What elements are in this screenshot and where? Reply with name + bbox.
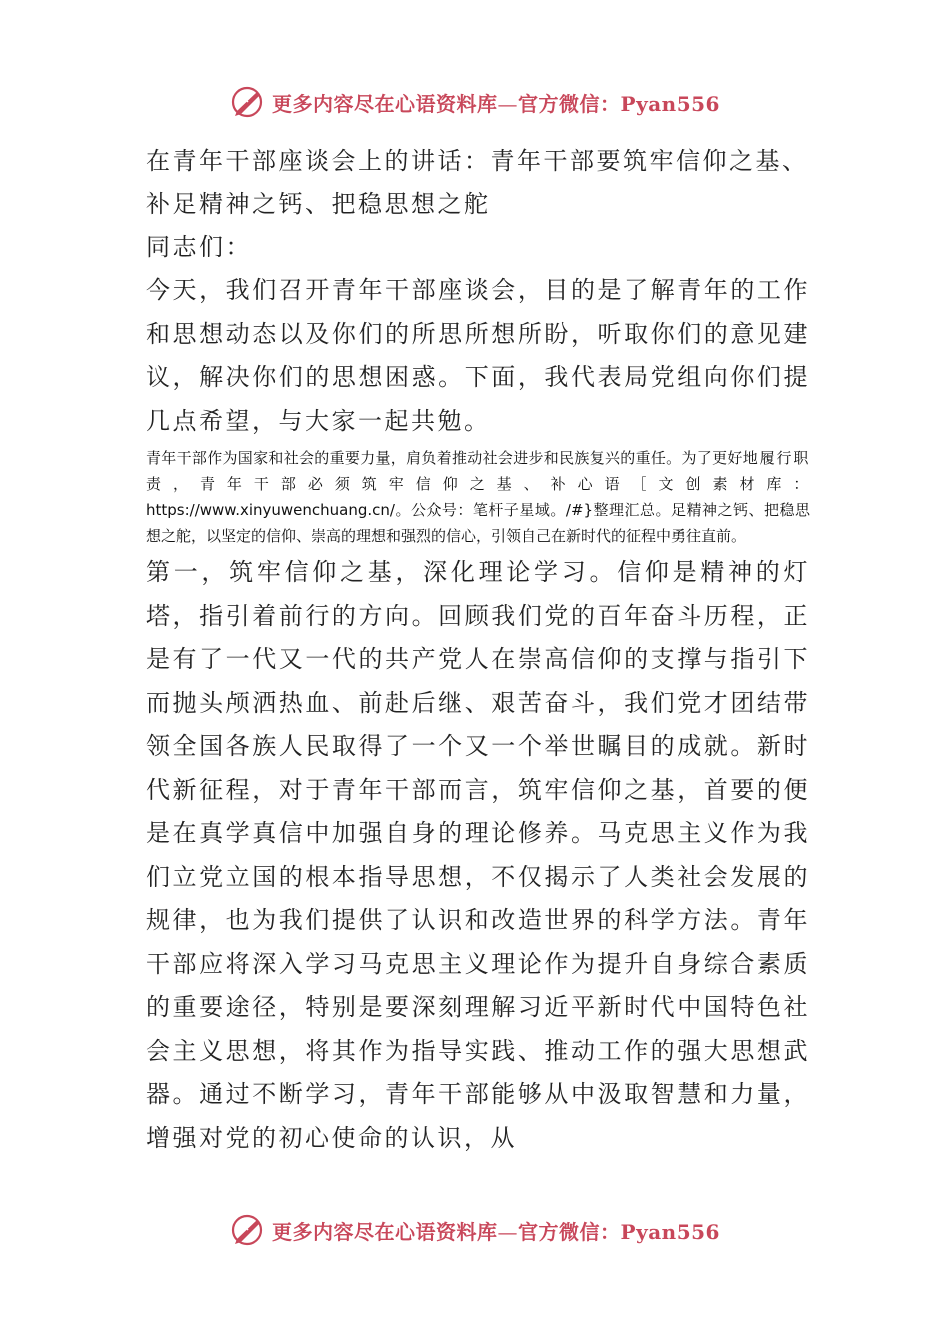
section-1-paragraph: 第一，筑牢信仰之基，深化理论学习。信仰是精神的灯塔，指引着前行的方向。回顾我们党的百年奋斗历程，正是有了一代又一代的共产党人在崇高信仰的支撑与指引下而抛头颅洒热血、前赴后继、艰苦奋斗，我们党才团结带领全国各族人民取得了一个又一个举世瞩目的成就。新时代新征程，对于青年干部而言，筑牢信仰之基，首要的便是在真学真信中加强自身的理论修养。马克思主义作为我们立党立国的根本指导思想，不仅揭示了人类社会发展的规律，也为我们提供了认识和改造世界的科学方法。青年干部应将深入学习马克思主义理论作为提升自身综合素质的重要途径，特别是要深刻理解习近平新时代中国特色社会主义思想，将其作为指导实践、推动工作的强大思想武器。通过不断学习，青年干部能够从中汲取智慧和力量，增强对党的初心使命的认识，从	[146, 558, 810, 1152]
summary-part-3: https://www.xinyuwenchuang.cn/。公众号：笔杆子星域。/#}整理汇总。足精神之钙、把稳思想之舵，以坚定的信仰、崇高的理想和强烈的信心，引领自己在新时代的征程中勇往直前。	[146, 501, 810, 545]
watermark-text: 更多内容尽在心语资料库—官方微信：Pyan556	[272, 91, 720, 116]
pen-logo-icon	[230, 1212, 266, 1248]
intro-paragraph: 今天，我们召开青年干部座谈会，目的是了解青年的工作和思想动态以及你们的所思所想所盼，听取你们的意见建议，解决你们的思想困惑。下面，我代表局党组向你们提几点希望，与大家一起共勉。	[146, 276, 810, 435]
summary-part-1: 青年干部作为国家和社会的重要力量，肩负着推动社会进步和民族复兴的重任。为了更好	[146, 449, 743, 467]
watermark-text: 更多内容尽在心语资料库—官方微信：Pyan556	[272, 1219, 720, 1244]
document-body	[146, 140, 810, 1160]
summary-paragraph	[146, 445, 810, 549]
pen-logo-icon	[230, 84, 266, 120]
footer-watermark	[0, 1208, 950, 1252]
header-watermark	[0, 80, 950, 124]
summary-part-2: 地履行职责，青年干部必须筑牢信仰之基、补心语［文创素材库：	[146, 449, 810, 493]
salutation: 同志们：	[146, 233, 252, 261]
document-title: 在青年干部座谈会上的讲话：青年干部要筑牢信仰之基、补足精神之钙、把稳思想之舵	[146, 147, 809, 218]
